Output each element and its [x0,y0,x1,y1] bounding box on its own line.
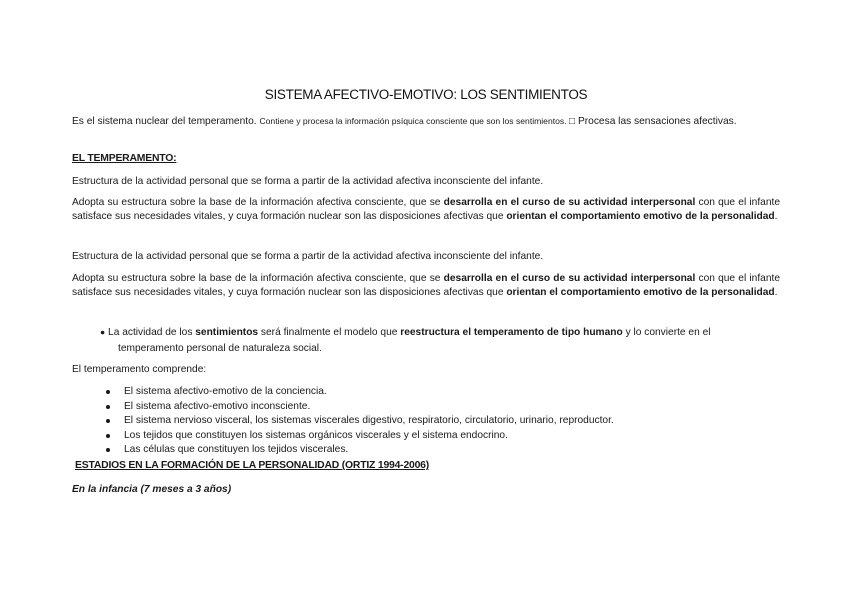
intro-paragraph [72,114,780,129]
heading-temperamento: EL TEMPERAMENTO: [72,153,177,164]
intro-text-2: Contiene y procesa la información psíquica consciente que son los sentimientos. [259,116,569,126]
sb-text-3: y lo convierte en el [622,327,711,338]
sentimientos-bullet [100,325,780,356]
paragraph-3 [72,250,780,264]
infancia-subheading: En la infancia (7 meses a 3 años) [72,484,232,495]
p4-text-2: con que el infante satisface sus necesidades vitales, y cuya formación nuclear son las disposiciones afectivas que [72,273,780,298]
list-item-text: El sistema afectivo-emotivo de la conciencia. [124,386,327,397]
p2-text-3: . [774,211,778,222]
p4-text-3: . [774,287,778,298]
list-item [72,400,780,415]
comprende-label: El temperamento comprende: [72,364,207,375]
list-item-text: Los tejidos que constituyen los sistemas orgánicos viscerales y el sistema endocrino. [124,429,508,441]
bullet-dot-icon [106,434,110,438]
bullet-dot-icon [106,419,110,423]
paragraph-4 [72,272,780,300]
p2-bold-2: orientan el comportamiento emotivo de la personalidad [506,211,775,222]
list-item [72,414,780,429]
paragraph-1-text: Estructura de la actividad personal que se forma a partir de la actividad afectiva inconsciente del infante. [72,176,544,187]
document-title: SISTEMA AFECTIVO-EMOTIVO: LOS SENTIMIENTOS [264,87,588,102]
sb-text-2: será finalmente el modelo que [258,327,401,338]
heading-estadios: ESTADIOS EN LA FORMACIÓN DE LA PERSONALIDAD (ORTIZ 1994-2006) [75,460,430,471]
p2-bold-1: desarrolla en el curso de su actividad interpersonal [443,197,696,208]
list-item-text: El sistema nervioso visceral, los sistemas viscerales digestivo, respiratorio, circulatorio, urinario, reproductor. [124,415,614,426]
sb-bold-2: reestructura el temperamento de tipo humano [400,327,623,338]
intro-text-3: □ Procesa las sensaciones afectivas. [569,116,737,127]
sb-text-1: La actividad de los [105,327,196,338]
paragraph-2 [72,196,780,224]
paragraph-3-text: Estructura de la actividad personal que se forma a partir de la actividad afectiva inconsciente del infante. [72,251,544,262]
list-item-text: El sistema afectivo-emotivo inconsciente. [124,400,311,412]
bullet-marker: ● [100,327,106,337]
p4-text-1: Adopta su estructura sobre la base de la información afectiva consciente, que se [72,273,444,284]
list-item-text: Las células que constituyen los tejidos viscerales. [124,444,349,455]
p4-bold-1: desarrolla en el curso de su actividad interpersonal [443,273,696,284]
sb-bold-1: sentimientos [195,327,259,338]
comprende-list [72,385,780,458]
bullet-dot-icon [106,390,110,394]
sb-line-2: temperamento personal de naturaleza social. [118,343,322,354]
intro-text-1: Es el sistema nuclear del temperamento. [72,116,260,127]
paragraph-1 [72,175,780,189]
p2-text-1: Adopta su estructura sobre la base de la información afectiva consciente, que se [72,197,444,208]
bullet-dot-icon [106,405,110,409]
list-item [72,385,780,400]
p4-bold-2: orientan el comportamiento emotivo de la personalidad [506,287,775,298]
p2-text-2: con que el infante satisface sus necesidades vitales, y cuya formación nuclear son las disposiciones afectivas que [72,197,780,222]
list-item [72,429,780,444]
list-item [72,443,780,458]
bullet-dot-icon [106,448,110,452]
